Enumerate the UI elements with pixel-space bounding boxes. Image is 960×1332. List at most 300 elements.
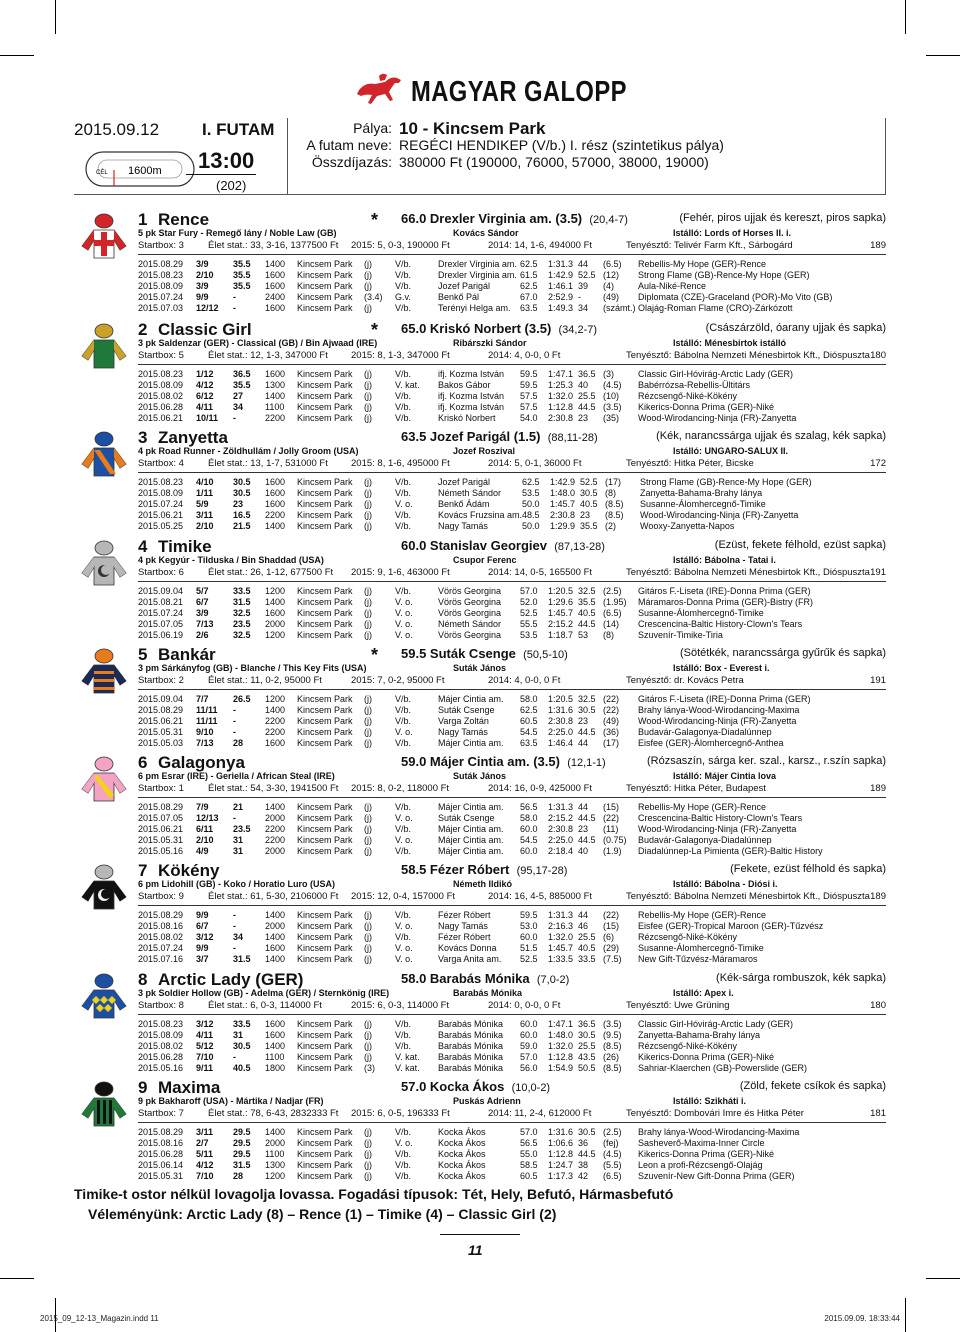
form-cell: (11) [603,823,619,834]
form-cell: Kincsem Park [297,302,353,313]
form-cell: 57.5 [520,390,538,401]
form-cell: (j) [364,1040,372,1051]
form-cell: Kincsem Park [297,1062,353,1073]
form-cell: (j) [364,1126,372,1137]
form-cell: V. o. [395,920,413,931]
form-cell: (36) [603,726,620,737]
form-cell: 9/11 [196,1062,214,1073]
form-row [138,607,838,618]
form-cell: (7.5) [603,953,622,964]
trainer: Puskás Adrienn [453,1096,521,1106]
form-cell: 2/6 [196,629,209,640]
form-cell: Budavár-Galagonya-Diadalúnnep [638,726,772,737]
form-cell: 1600 [265,1029,286,1040]
race-number: I. FUTAM [202,120,275,139]
horse-number: 1 [138,210,148,229]
total-prize: 380000 Ft (190000, 76000, 57000, 38000, 19000) [399,154,709,170]
form-cell: 60.5 [520,1170,538,1181]
form-cell: Susanne-Álomhercegnő-Timike [640,498,766,509]
form-cell: Fézer Róbert [438,931,491,942]
form-cell: V. o. [395,607,413,618]
form-cell: 53.5 [522,487,540,498]
form-cell: (22) [603,693,620,704]
jockey: 57.0 Kocka Ákos (10,0-2) [401,1079,551,1094]
form-cell: 2015.06.21 [138,412,184,423]
race-info-labels [302,120,392,171]
silk-colors: (Császárzöld, óarany ujjak és sapka) [705,322,886,334]
form-cell: Kincsem Park [297,401,353,412]
form-cell: 2015.09.04 [138,693,184,704]
form-cell: - [233,726,236,737]
form-cell: 52.5 [520,953,538,964]
form-cell: 30.5 [578,1126,596,1137]
form-cell: 2:25.0 [548,834,574,845]
form-cell: Máramaros-Donna Prima (GER)-Bistry (FR) [638,596,814,607]
form-cell: (8) [603,629,614,640]
form-cell: 28 [233,737,244,748]
jockey-silk-icon [78,972,130,1024]
form-cell: Leon a profi-Rézcsengő-Olajág [638,1159,763,1170]
form-cell: 1/11 [196,487,214,498]
label-palya: Pálya: [353,120,392,136]
stable: Istálló: Lords of Horses II. i. [673,228,792,238]
form-cell: Kincsem Park [297,379,353,390]
form-cell: 2015.06.14 [138,1159,184,1170]
form-cell: Kincsem Park [297,291,353,302]
form-cell: 52.0 [520,596,538,607]
form-cell: 2015.08.02 [138,931,184,942]
form-cell: (j) [364,942,372,953]
pedigree: 3 pk Soldier Hollow (GB) - Adelma (GER) / Sternkönig (IRE) [138,988,390,998]
trainer: Suták János [453,663,507,673]
form-cell: 2015.08.09 [138,280,184,291]
form-cell: 5/12 [196,1040,214,1051]
rating: 189 [870,783,886,794]
pedigree: 6 pm Esrar (IRE) - Geriella / African Steal (IRE) [138,771,335,781]
form-cell: 1400 [265,909,286,920]
form-cell: Eisfee (GER)-Tropical Maroon (GER)-Tűzvész [638,920,824,931]
form-cell: 16.5 [233,509,251,520]
form-cell: 56.5 [520,801,538,812]
form-cell: - [233,812,236,823]
pedigree: 3 pm Sárkányfog (GB) - Blanche / This Key Fits (USA) [138,663,367,673]
stats-2014: 2014: 5, 0-1, 36000 Ft [488,458,582,469]
form-cell: Kikerics-Donna Prima (GER)-Niké [638,401,775,412]
form-cell: Kincsem Park [297,704,353,715]
form-cell: 1100 [265,1148,285,1159]
track-diagram [84,148,196,190]
form-cell: Kikerics-Donna Prima (GER)-Niké [638,1148,775,1159]
form-cell: V/b. [395,801,412,812]
form-cell: 30.5 [233,476,251,487]
form-cell: 3/12 [196,1018,214,1029]
form-cell: 2:30.8 [548,412,574,423]
form-cell: Kocka Ákos [438,1137,486,1148]
stable: Istálló: Szikháti i. [673,1096,747,1106]
form-cell: 2015.08.16 [138,920,184,931]
form-cell: Wood-Wirodancing-Ninja (FR)-Zanyetta [640,509,799,520]
form-cell: (15) [603,801,620,812]
form-cell: Gitáros F.-Liseta (IRE)-Donna Prima (GER) [638,693,811,704]
form-cell: (j) [364,1137,372,1148]
form-cell: (j) [364,693,372,704]
form-cell: 1:32.0 [548,1040,574,1051]
form-cell: 26.5 [233,693,251,704]
racehorse-icon [355,70,405,110]
form-cell: (35) [603,412,620,423]
form-cell: (j) [364,618,372,629]
jockey-silk-icon [78,539,130,591]
form-table [138,368,838,423]
form-cell: (3.5) [603,401,622,412]
horse-number: 5 [138,645,148,664]
form-cell: Kincsem Park [297,412,353,423]
form-cell: 9/9 [196,909,209,920]
slug-date: 2015.09.09. 18:33:44 [824,1314,900,1323]
form-cell: 30.5 [233,487,251,498]
form-cell: 4/12 [196,379,214,390]
form-cell: 1400 [265,704,286,715]
form-cell: Wood-Wirodancing-Ninja (FR)-Zanyetta [638,823,797,834]
form-cell: 54.0 [520,412,538,423]
form-cell: (26) [603,1051,620,1062]
form-cell: 60.0 [520,823,538,834]
form-cell: 2015.05.03 [138,737,184,748]
form-cell: 34 [233,401,244,412]
form-cell: 51.5 [520,942,538,953]
form-cell: 23 [580,509,591,520]
form-cell: (j) [364,487,372,498]
form-cell: (6.5) [603,1170,622,1181]
form-cell: 11/11 [196,715,218,726]
form-row [138,931,838,942]
form-cell: Olajág-Roman Flame (CRO)-Zárkózott [638,302,793,313]
form-cell: V/b. [395,704,412,715]
form-cell: Kincsem Park [297,269,353,280]
form-cell: 1/12 [196,368,214,379]
form-cell: 55.0 [520,1148,538,1159]
silk-colors: (Fekete, ezüst félhold és sapka) [730,863,886,875]
form-cell: 1:42.9 [550,476,576,487]
form-cell: 30.5 [578,1029,596,1040]
form-cell: 2015.08.29 [138,258,184,269]
form-cell: 23.5 [233,823,251,834]
horse-name: Kökény [158,861,220,880]
form-cell: Varga Zoltán [438,715,489,726]
horse-name: Arctic Lady (GER) [158,970,304,989]
form-cell: Rézcsengő-Niké-Kökény [638,931,738,942]
horse-number: 8 [138,970,148,989]
form-cell: V/b. [395,487,412,498]
form-cell: 2015.05.31 [138,834,184,845]
form-cell: 1400 [265,1040,286,1051]
form-cell: Májer Cintia am. [438,834,504,845]
form-cell: 2200 [265,509,286,520]
pedigree: 4 pk Kegyúr - Tilduska / Bin Shaddad (USA) [138,555,324,565]
form-cell: V/b. [395,1029,412,1040]
form-cell: 53 [578,629,589,640]
form-cell: 25.5 [578,1040,596,1051]
form-cell: (1.95) [603,596,627,607]
form-cell: (2.5) [603,1126,622,1137]
label-osszdijazas: Összdíjazás: [311,154,392,170]
form-cell: 1:18.7 [548,629,574,640]
form-row [138,693,838,704]
form-cell: (4) [603,280,614,291]
form-cell: (j) [364,509,372,520]
form-cell: 2015.08.16 [138,1137,184,1148]
race-header [74,118,886,196]
page-number: 11 [468,1242,483,1258]
form-cell: (j) [364,269,372,280]
form-row [138,1040,838,1051]
form-cell: Májer Cintia am. [438,693,504,704]
form-cell: 40.5 [578,942,596,953]
form-cell: 33.5 [233,1018,251,1029]
form-cell: (j) [364,585,372,596]
form-cell: 2015.08.09 [138,487,184,498]
form-cell: Barabás Mónika [438,1062,504,1073]
form-cell: 6/7 [196,596,209,607]
form-cell: 52.5 [578,269,596,280]
form-cell: 1:24.7 [548,1159,574,1170]
form-cell: 42 [578,1170,589,1181]
form-cell: 1800 [265,1062,286,1073]
form-cell: 23.5 [233,618,251,629]
stable: Istálló: Bábolna - Tatai i. [673,555,776,565]
form-cell: 23 [233,498,244,509]
form-cell: 1:31.3 [548,801,574,812]
form-cell: 1:47.1 [548,368,574,379]
form-cell: (10) [603,390,620,401]
jockey-silk-icon [78,212,130,264]
rating: 180 [870,1000,886,1011]
form-cell: 36 [578,1137,589,1148]
jockey-stats: (34,2-7) [558,324,598,336]
form-cell: 1600 [265,1018,286,1029]
form-cell: V/b. [395,269,412,280]
form-cell: (j) [364,953,372,964]
breeder: Tenyésztő: Hitka Péter, Bicske [626,458,754,469]
form-cell: Májer Cintia am. [438,823,504,834]
breeder: Tenyésztő: Bábolna Nemzeti Ménesbirtok Kft., Dióspuszta [626,891,870,902]
jockey-silk-icon [78,1080,130,1132]
form-cell: 36.5 [578,1018,596,1029]
horse-name: Bankár [158,645,216,664]
form-cell: (fej) [603,1137,619,1148]
form-cell: Rézcsengő-Niké-Kökény [638,390,738,401]
form-cell: 1:29.6 [548,596,574,607]
stable: Istálló: Ménesbirtok istálló [673,338,787,348]
rating: 191 [870,567,886,578]
form-cell: Brahy lánya-Wood-Wirodancing-Maxima [638,704,800,715]
form-cell: Kincsem Park [297,1170,353,1181]
form-row [138,726,838,737]
form-cell: (j) [364,520,372,531]
form-cell: 2015.05.31 [138,726,184,737]
form-cell: - [233,909,236,920]
form-cell: (j) [364,726,372,737]
form-cell: 21 [233,801,244,812]
form-cell: (j) [364,629,372,640]
form-cell: (2) [605,520,617,531]
form-cell: V. o. [395,498,413,509]
form-cell: 46 [578,920,589,931]
form-cell: 1400 [265,801,286,812]
jockey: 60.0 Stanislav Georgiev (87,13-28) [401,538,605,553]
form-cell: 55.5 [520,618,538,629]
form-cell: (0.75) [603,834,627,845]
form-cell: V/b. [395,693,412,704]
stats-2014: 2014: 16, 0-9, 425000 Ft [488,783,593,794]
form-row [138,618,838,629]
form-cell: (j) [364,302,372,313]
form-cell: Kocka Ákos [438,1148,486,1159]
form-cell: (j) [364,280,372,291]
form-cell: 2:25.0 [548,726,574,737]
form-cell: 1:32.0 [548,931,574,942]
trainer: Suták János [453,771,507,781]
jockey: 66.0 Drexler Virginia am. (3.5) (20,4-7) [401,211,628,226]
star-mark: * [371,210,379,230]
form-cell: 3/11 [196,1126,214,1137]
form-cell: Kincsem Park [297,812,353,823]
form-cell: 1:06.6 [548,1137,574,1148]
form-row [138,498,840,509]
form-cell: (4.5) [603,379,622,390]
form-cell: 1:46.1 [548,280,574,291]
horse-name: Zanyetta [158,428,228,447]
form-cell: 2015.07.05 [138,812,184,823]
jockey-stats: (10,0-2) [511,1082,551,1094]
form-cell: (17) [605,476,622,487]
form-cell: V/b. [395,931,412,942]
form-cell: 2:15.2 [548,618,574,629]
career-stats: Élet stat.: 78, 6-43, 2832333 Ft [208,1108,339,1119]
form-cell: 59.5 [520,379,538,390]
form-cell: 35.5 [578,596,596,607]
form-cell: (számt.) [603,302,636,313]
form-cell: 2015.07.03 [138,302,184,313]
startbox: Startbox: 9 [138,891,184,902]
form-cell: V. o. [395,1137,413,1148]
form-cell: New Gift-Tűzvész-Máramaros [638,953,758,964]
form-cell: 1:33.5 [548,953,574,964]
form-cell: 4/12 [196,1159,214,1170]
form-cell: Kincsem Park [297,931,353,942]
form-cell: 1600 [265,737,286,748]
form-cell: 48.5 [522,509,540,520]
form-cell: (1.9) [603,845,622,856]
form-cell: 1:45.7 [548,607,574,618]
form-cell: 2015.07.24 [138,498,184,509]
form-cell: 2015.08.29 [138,801,184,812]
career-stats: Élet stat.: 26, 1-12, 677500 Ft [208,567,334,578]
form-cell: 61.5 [520,269,538,280]
form-cell: Kincsem Park [297,1040,353,1051]
form-cell: V/b. [395,1126,412,1137]
form-cell: (6.5) [603,258,622,269]
form-cell: 10/11 [196,412,219,423]
form-cell: (29) [603,942,620,953]
jockey: 58.0 Barabás Mónika (7,0-2) [401,971,570,986]
form-cell: Kincsem Park [297,607,353,618]
form-row [138,476,840,487]
form-cell: V/b. [395,1040,412,1051]
silk-colors: (Sötétkék, narancssárga gyűrűk és sapka) [679,647,886,659]
stable: Istálló: UNGARO-SALUX II. [673,446,789,456]
form-cell: V/b. [395,715,412,726]
form-cell: 9/9 [196,942,209,953]
form-cell: 2200 [265,726,286,737]
form-cell: 62.5 [522,476,540,487]
form-row [138,1170,838,1181]
form-row [138,291,838,302]
form-cell: 2015.08.02 [138,390,184,401]
form-cell: 1600 [265,487,286,498]
form-cell: 1:48.0 [548,1029,574,1040]
form-cell: (15) [603,920,620,931]
form-cell: 2015.06.28 [138,1148,184,1159]
form-cell: 12/13 [196,812,219,823]
form-cell: 2200 [265,834,286,845]
pedigree: 3 pk Saldenzar (GER) - Classical (GB) / Bin Ajwaad (IRE) [138,338,378,348]
career-stats: Élet stat.: 33, 3-16, 1377500 Ft [208,240,339,251]
form-cell: Kincsem Park [297,476,353,487]
form-row [138,401,838,412]
horse-entry [138,210,886,313]
form-cell: V/b. [395,1170,412,1181]
jockey: 65.0 Kriskó Norbert (3.5) (34,2-7) [401,321,598,336]
form-cell: Kincsem Park [297,629,353,640]
form-cell: - [233,412,236,423]
form-table [138,1018,838,1073]
form-cell: Rézcsengő-Niké-Kökény [638,1040,738,1051]
form-cell: 2015.08.23 [138,368,184,379]
form-cell: Terényi Helga am. [438,302,511,313]
form-cell: (j) [364,812,372,823]
form-cell: 60.5 [520,715,538,726]
form-cell: - [233,942,236,953]
form-cell: 32.5 [578,693,596,704]
form-cell: 1200 [265,1170,286,1181]
form-row [138,412,838,423]
form-cell: Kincsem Park [297,737,353,748]
form-cell: Rebellis-My Hope (GER)-Rence [638,909,767,920]
pedigree: 6 pm Lidohill (GB) - Koko / Horatio Luro (USA) [138,879,335,889]
form-cell: 6/12 [196,390,214,401]
form-cell: 2015.06.28 [138,1051,184,1062]
form-cell: (8.5) [603,1062,622,1073]
form-cell: Kincsem Park [297,920,353,931]
form-cell: Kocka Ákos [438,1126,486,1137]
stats-2014: 2014: 14, 0-5, 165500 Ft [488,567,593,578]
form-cell: Kincsem Park [297,618,353,629]
form-cell: 3/9 [196,280,209,291]
form-cell: (j) [364,1051,372,1062]
jockey-silk-icon [78,430,130,482]
form-row [138,1159,838,1170]
form-cell: 1:32.0 [548,390,574,401]
form-cell: V/b. [395,845,412,856]
form-cell: 2200 [265,412,286,423]
form-cell: Kincsem Park [297,1051,353,1062]
form-cell: Kincsem Park [297,1148,353,1159]
form-cell: 2015.08.09 [138,1029,184,1040]
form-row [138,823,838,834]
form-cell: ifj. Kozma István [438,368,505,379]
form-cell: 1:45.7 [550,498,576,509]
